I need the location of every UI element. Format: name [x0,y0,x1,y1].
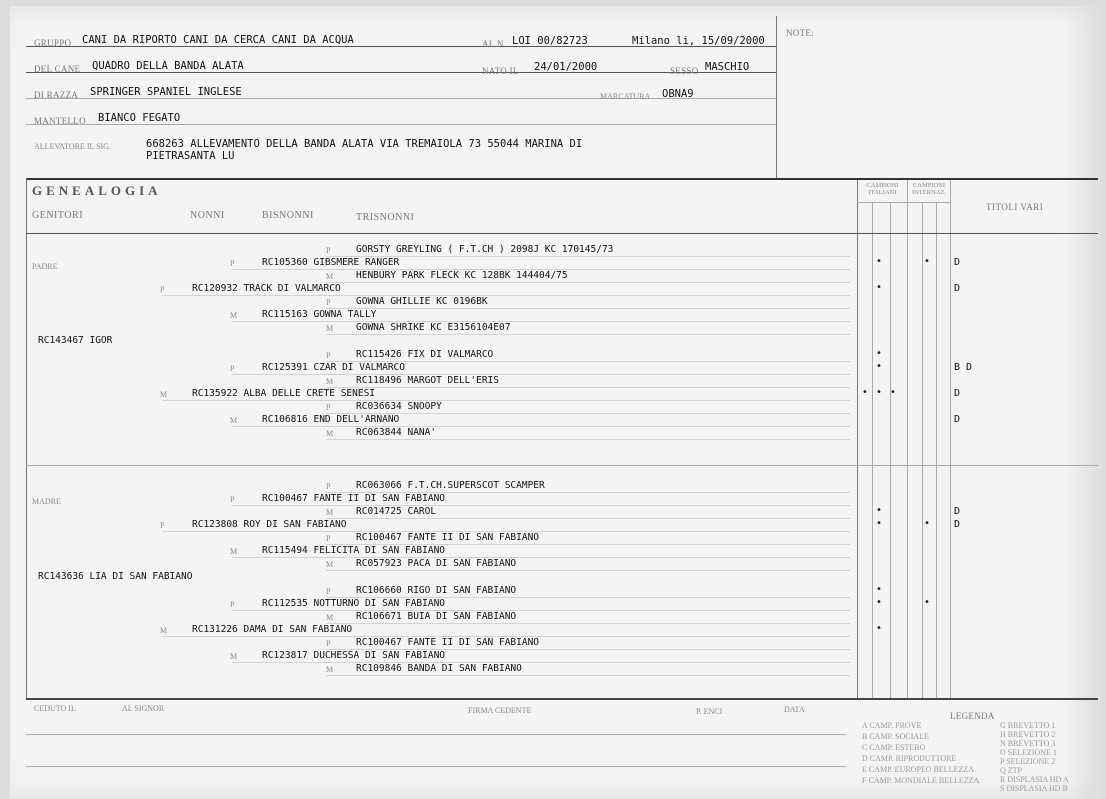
row-parent-mark: P [326,246,331,255]
title-dot: • [924,256,930,267]
sesso-label: SESSO [670,66,699,76]
row-parent-mark: M [230,416,238,425]
legend-item: P SELEZIONE 2 [1000,757,1056,766]
row-rule [232,426,850,427]
ancestor-name: RC109846 BANDA DI SAN FABIANO [356,663,522,674]
legend-item: H BREVETTO 2 [1000,730,1056,739]
titoli-vari-value: D [954,388,961,399]
ancestor-name: RC105360 GIBSMERE RANGER [262,257,400,268]
legend-item: O SELEZIONE 1 [1000,748,1057,757]
al-signor-label: AL SIGNOR [122,704,165,713]
titoli-vari-value: D [954,257,961,268]
row-rule [232,662,850,663]
row-rule [232,557,850,558]
ancestor-name: RC036634 SNOOPY [356,401,442,412]
note-label: NOTE: [786,28,814,38]
row-parent-mark: P [230,495,235,504]
firma-cedente-label: FIRMA CEDENTE [468,706,532,715]
row-parent-mark: P [326,298,331,307]
col-nonni: NONNI [190,210,225,221]
ancestor-name: GORSTY GREYLING ( F.T.CH ) 2098J KC 170145/73 [356,244,614,255]
row-parent-mark: M [326,665,334,674]
ancestor-name: RC100467 FANTE II DI SAN FABIANO [356,532,540,543]
row-parent-mark: M [230,652,238,661]
row-parent-mark: P [230,600,235,609]
title-dot: • [876,256,882,267]
row-parent-mark: P [326,403,331,412]
row-parent-mark: P [326,587,331,596]
title-dot: • [876,348,882,359]
ancestor-name: RC131226 DAMA DI SAN FABIANO [192,624,353,635]
legenda-title: LEGENDA [950,711,995,721]
ceduto-il-label: CEDUTO IL [34,704,76,713]
row-parent-mark: M [326,613,334,622]
row-parent-mark: P [160,285,165,294]
breeder-line-1: 668263 ALLEVAMENTO DELLA BANDA ALATA VIA TREMAIOLA 73 55044 MARINA DI [146,138,583,150]
title-dot: • [876,623,882,634]
madre-label: MADRE [32,497,61,506]
row-rule [232,374,850,375]
al-n-label: AL N. [482,39,507,49]
coat-value: BIANCO FEGATO [98,112,181,124]
row-parent-mark: M [230,547,238,556]
legend-item: S DISPLASIA HD B [1000,784,1068,793]
genealogy-title: GENEALOGIA [32,183,162,198]
breeder-line-2: PIETRASANTA LU [146,150,235,162]
row-rule [326,334,850,335]
ancestor-name: GOWNA GHILLIE KC 0196BK [356,296,488,307]
legend-item: E CAMP. EUROPEO BELLEZZA [862,765,974,774]
row-parent-mark: M [326,508,334,517]
data-label: DATA [784,705,805,714]
title-dot: • [876,387,882,398]
legend-item: C CAMP. ESTERO [862,743,926,752]
ancestor-name: RC063066 F.T.CH.SUPERSCOT SCAMPER [356,480,545,491]
legend-item: F CAMP. MONDIALE BELLEZZA [862,776,980,785]
row-rule [232,610,850,611]
row-parent-mark: M [326,429,334,438]
sire-name: RC143467 IGOR [38,335,113,346]
ancestor-name: RC115163 GOWNA TALLY [262,309,377,320]
row-rule [326,439,850,440]
row-parent-mark: M [160,626,168,635]
ancestor-name: RC123808 ROY DI SAN FABIANO [192,519,347,530]
nato-il-label: NATO IL [482,66,519,76]
ancestor-name: RC100467 FANTE II DI SAN FABIANO [356,637,540,648]
col-bisnonni: BISNONNI [262,210,314,221]
dog-name: QUADRO DELLA BANDA ALATA [92,60,244,72]
row-rule [326,256,850,257]
birth-date: 24/01/2000 [534,61,598,73]
ancestor-name: RC100467 FANTE II DI SAN FABIANO [262,493,446,504]
ancestor-name: GOWNA SHRIKE KC E3156104E07 [356,322,511,333]
title-dot: • [862,387,868,398]
row-parent-mark: M [160,390,168,399]
row-rule [326,282,850,283]
legend-item: R DISPLASIA HD A [1000,775,1069,784]
place-date: Milano li, 15/09/2000 [632,35,765,47]
row-parent-mark: P [230,259,235,268]
campioni-italiani-header: CAMPIONI ITALIANI [866,182,899,196]
ancestor-name: RC125391 CZAR DI VALMARCO [262,362,405,373]
row-rule [162,400,850,401]
ancestor-name: RC014725 CAROL [356,506,437,517]
ancestor-name: HENBURY PARK FLECK KC 128BK 144404/75 [356,270,568,281]
row-parent-mark: P [326,351,331,360]
gruppo-value: CANI DA RIPORTO CANI DA CERCA CANI DA ACQUA [82,34,354,46]
row-parent-mark: P [326,639,331,648]
mantello-label: MANTELLO [34,116,86,126]
titoli-vari-value: D [954,506,961,517]
campioni-internaz-header: CAMPIONI INTERNAZ. [911,182,947,196]
title-dot: • [876,518,882,529]
titoli-vari-value: D [954,519,961,530]
padre-label: PADRE [32,262,58,271]
row-rule [326,570,850,571]
legend-item: A CAMP. PROVE [862,721,922,730]
ancestor-name: RC115494 FELICITA DI SAN FABIANO [262,545,446,556]
col-titoli-vari: TITOLI VARI [986,202,1044,212]
ancestor-name: RC123817 DUCHESSA DI SAN FABIANO [262,650,446,661]
row-rule [326,387,850,388]
title-dot: • [876,597,882,608]
row-parent-mark: M [326,272,334,281]
row-rule [326,308,850,309]
row-parent-mark: P [326,534,331,543]
row-rule [326,675,850,676]
registration-number: LOI 00/82723 [512,35,588,47]
allevatore-label: ALLEVATORE IL SIG. [34,142,111,151]
legend-item: Q ZTP [1000,766,1022,775]
row-rule [162,295,850,296]
col-genitori: GENITORI [32,210,84,221]
legend-item: B CAMP. SOCIALE [862,732,929,741]
ancestor-name: RC106816 END DELL'ARNANO [262,414,400,425]
row-rule [326,518,850,519]
titoli-vari-value: D [954,283,961,294]
row-rule [232,321,850,322]
ancestor-name: RC112535 NOTTURNO DI SAN FABIANO [262,598,446,609]
title-dot: • [876,282,882,293]
row-parent-mark: M [230,311,238,320]
sex-value: MASCHIO [705,61,750,73]
marcatura-label: MARCATURA [600,92,651,101]
legend-item: N BREVETTO 3 [1000,739,1056,748]
ancestor-name: RC063844 NANA' [356,427,437,438]
title-dot: • [876,584,882,595]
titoli-vari-value: B D [954,362,973,373]
col-trisnonni: TRISNONNI [356,212,415,223]
breed-value: SPRINGER SPANIEL INGLESE [90,86,242,98]
row-parent-mark: M [326,324,334,333]
ancestor-name: RC120932 TRACK DI VALMARCO [192,283,341,294]
pedigree-document [10,6,1102,799]
ancestor-name: RC115426 FIX DI VALMARCO [356,349,494,360]
legend-item: G BREVETTO 1 [1000,721,1056,730]
titoli-vari-value: D [954,414,961,425]
enci-label: P. ENCI [696,707,723,716]
row-parent-mark: P [160,521,165,530]
ancestor-name: RC118496 MARGOT DELL'ERIS [356,375,499,386]
row-parent-mark: M [326,560,334,569]
title-dot: • [924,597,930,608]
row-parent-mark: M [326,377,334,386]
di-razza-label: DI RAZZA [34,90,79,100]
row-parent-mark: P [326,482,331,491]
title-dot: • [876,505,882,516]
gruppo-label: GRUPPO [34,38,72,48]
ancestor-name: RC106660 RIGO DI SAN FABIANO [356,585,517,596]
title-dot: • [876,361,882,372]
row-rule [326,413,850,414]
row-parent-mark: P [230,364,235,373]
ancestor-name: RC106671 BUIA DI SAN FABIANO [356,611,517,622]
row-rule [326,623,850,624]
legend-item: D CAMP. RIPRODUTTORE [862,754,957,763]
del-cane-label: DEL CANE [34,64,81,74]
title-dot: • [890,387,896,398]
dam-name: RC143636 LIA DI SAN FABIANO [38,571,193,582]
ancestor-name: RC057923 PACA DI SAN FABIANO [356,558,517,569]
marking-value: OBNA9 [662,88,694,100]
title-dot: • [924,518,930,529]
row-rule [232,505,850,506]
ancestor-name: RC135922 ALBA DELLE CRETE SENESI [192,388,376,399]
